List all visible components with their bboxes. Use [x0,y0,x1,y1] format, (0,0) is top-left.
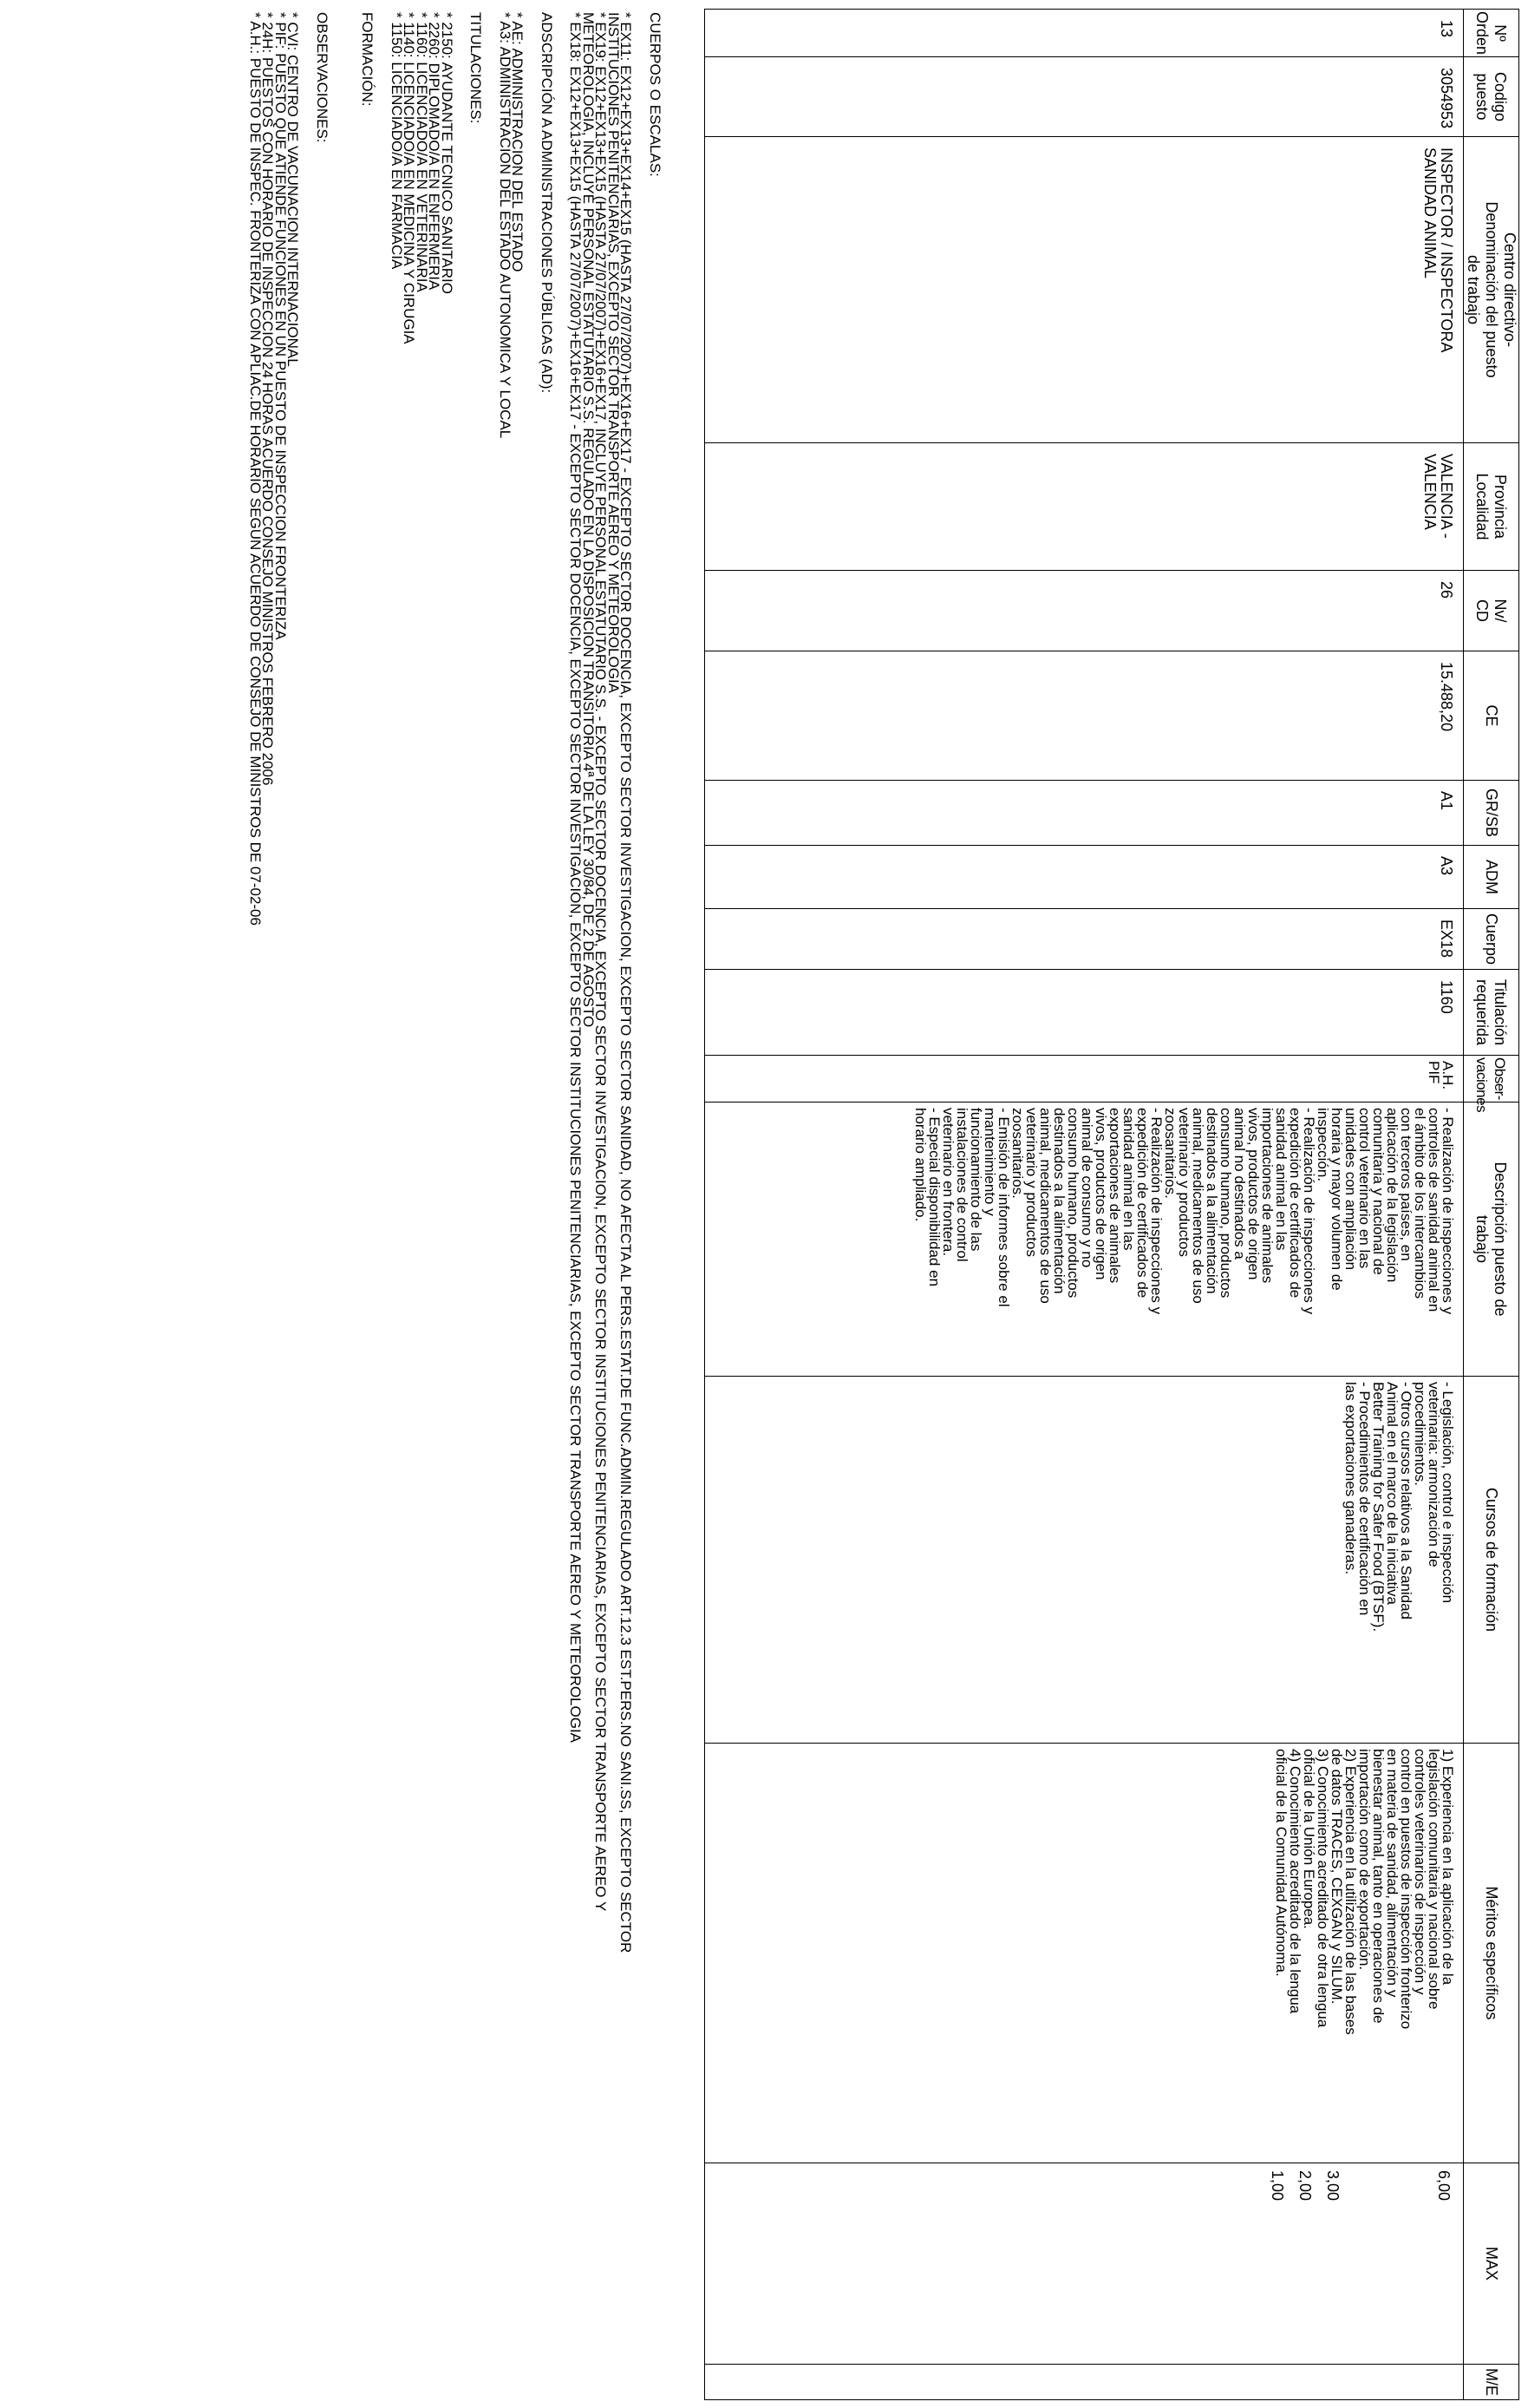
cell-meritos: 1) Experiencia en la aplicación de la legislación comunitaria y nacional sobre controles veterinarios de inspección y control en puestos de inspección fronterizo en materia de sanidad, alimentación y bienestar animal, tanto en operaciones de importación como de exportación. 2) Experiencia en la utilización de las bases de datos TRACES, CEXGAN y SILUM. 3) Conocimiento acreditado de otra lengua oficial de la Unión Europea. 4) Conocimiento acreditado de la lengua oficial de la Comunidad Autónoma. [705,1744,1464,2163]
cell-adm: A3 [705,846,1464,909]
header-max: MAX [1464,2163,1519,2365]
cell-descripcion: - Realización de inspecciones y controles de sanidad animal en el ámbito de los intercambios con terceros países, en aplicación de la legislación comunitaria y nacional de control veterinario en las unidades con ampliación horaria y mayor volumen de inspección. - Realización de inspecciones y expedición de certificados de sanidad animal en las importaciones de animales vivos, productos de origen animal no destinados a consumo humano, productos destinados a la alimentación animal, medicamentos de uso veterinario y productos zoosanitarios. - Realización de inspecciones y expedición de certificados de sanidad animal en las exportaciones de animales vivos, productos de origen animal de consumo y no consumo humano, productos destinados a la alimentación animal, medicamentos de uso veterinario y productos zoosanitarios. - Emisión de informes sobre el mantenimiento y funcionamiento de las instalaciones de control veterinario en frontera. - Especial disponibilidad en horario ampliado. [705,1103,1464,1377]
header-me: M/E [1464,2365,1519,2400]
cell-centro: INSPECTOR / INSPECTORA SANIDAD ANIMAL [705,137,1464,443]
cell-orden: 13 [705,10,1464,57]
table-header-row [1464,10,1519,2400]
observaciones-list: * CVI: CENTRO DE VACUNACION INTERNACIONAL * PIF: PUESTO QUE ATIENDE FUNCIONES EN UN PUESTO DE INSPECCION FRONTERIZA * 24H: PUESTOS CON HORARIO DE INSPECCION 24 HORAS ACUERDO CONSEJO MINISTROS FEBRERO 2006 * A.H.: PUESTO DE INSPEC. FRONTERIZA CON APLIAC.DE HORARIO SEGUN ACUERDO DE CONSEJO DE MINISTROS DE 07-02-06 [247,12,302,926]
header-codigo: Codigo puesto [1464,57,1519,137]
formacion-title: FORMACIÓN: [359,12,376,107]
adscripcion-title: ADSCRIPCIÓN A ADMINISTRACIONES PÚBLICAS (AD): [539,12,555,394]
header-adm: ADM [1464,846,1519,909]
observaciones-title: OBSERVACIONES: [314,12,330,143]
cell-provincia: VALENCIA - VALENCIA [705,443,1464,571]
titulaciones-list: * 2150: AYUDANTE TECNICO SANITARIO * 2260: DIPLOMADO/A EN ENFERMERIA * 1160: LICENCIADO/A EN VETERINARIA * 1140: LICENCIADO/A EN MEDICINA Y CIRUGIA * 1150: LICENCIADO/A EN FARMACIA [389,12,455,344]
cell-me [705,2365,1464,2400]
titulaciones-title: TITULACIONES: [467,12,485,124]
job-posting-table [704,9,1519,2400]
max-value-1: 6,00 [1435,2170,1453,2202]
cell-grsb: A1 [705,781,1464,846]
cell-observaciones: A.H. PIF [705,1056,1464,1103]
cell-ce: 15.488,20 [705,651,1464,781]
max-value-4: 1,00 [1269,2170,1286,2202]
notes-section [249,12,662,2389]
table-row [705,10,1464,2400]
cell-codigo: 3054953 [705,57,1464,137]
header-grsb: GR/SB [1464,781,1519,846]
header-nivel: Nv/ CD [1464,571,1519,651]
cell-max [705,2163,1464,2365]
header-descripcion: Descripción puesto de trabajo [1464,1103,1519,1377]
cell-nivel: 26 [705,571,1464,651]
header-meritos: Méritos específicos [1464,1744,1519,2163]
cuerpos-list: * EX11: EX12+EX13+EX14+EX15 (HASTA 27/07/2007)+EX16+EX17 - EXCEPTO SECTOR DOCENCIA, EXCEPTO SECTOR INVESTIGACION, EXCEPTO SECTOR SANIDAD, NO AFECTA AL PERS.ESTAT.DE FUNC.ADMIN.REGULADO ART.12.3 EST.PERS.NO SANI.SS, EXCEPTO SECTOR INSTITUCIONES PENITENCIARIAS, EXCEPTO SECTOR TRANSPORTE AEREO Y METEOROLOGIA * EX19: EX12+EX13+EX15 (HASTA 27/07/2007)+EX16+EX17, INCLUYE PERSONAL ESTATUTARIO S.S. - EXCEPTO SECTOR DOCENCIA, EXCEPTO SECTOR INVESTIGACION, EXCEPTO SECTOR INSTITUCIONES PENITENCIARIAS, EXCEPTO SECTOR TRANSPORTE AEREO Y METEOROLOGIA, INCLUYE PERSONAL ESTATUTARIO S.S. REGULADO EN LA DISPOSICION TRANSITORIA 4ª DE LA LEY 30/84, DE 2 DE AGOSTO * EX18: EX12+EX13+EX15 (HASTA 27/07/2007)+EX16+EX17 - EXCEPTO SECTOR DOCENCIA, EXCEPTO SECTOR INVESTIGACION, EXCEPTO SECTOR INSTITUCIONES PENITENCIARIAS, EXCEPTO SECTOR TRANSPORTE AEREO Y METEOROLOGIA [567,12,635,1953]
header-provincia: Provincia Localidad [1464,443,1519,571]
max-value-3: 2,00 [1296,2170,1314,2202]
header-observaciones: Obser- vaciones [1464,1056,1519,1103]
cell-cursos: - Legislación, control e inspección veterinaria: armonización de procedimientos. - Otros cursos relativos a la Sanidad Animal en el marco de la iniciativa Better Training for Safer Food (BTSF). - Procedimientos de certificación en las exportaciones ganaderas. [705,1377,1464,1744]
header-cursos: Cursos de formación [1464,1377,1519,1744]
header-titulacion: Titulación requerida [1464,970,1519,1056]
header-cuerpo: Cuerpo [1464,909,1519,970]
cell-titulacion: 1160 [705,970,1464,1056]
header-centro: Centro directivo- Denominación del puesto de trabajo [1464,137,1519,443]
header-ce: CE [1464,651,1519,781]
cell-cuerpo: EX18 [705,909,1464,970]
cuerpos-title: CUERPOS O ESCALAS: [647,12,663,177]
adscripcion-list: * AE: ADMINISTRACION DEL ESTADO * A3: ADMINISTRACION DEL ESTADO AUTONOMICA Y LOCAL [497,12,526,439]
max-value-2: 3,00 [1324,2170,1342,2202]
header-orden: Nº Orden [1464,10,1519,57]
